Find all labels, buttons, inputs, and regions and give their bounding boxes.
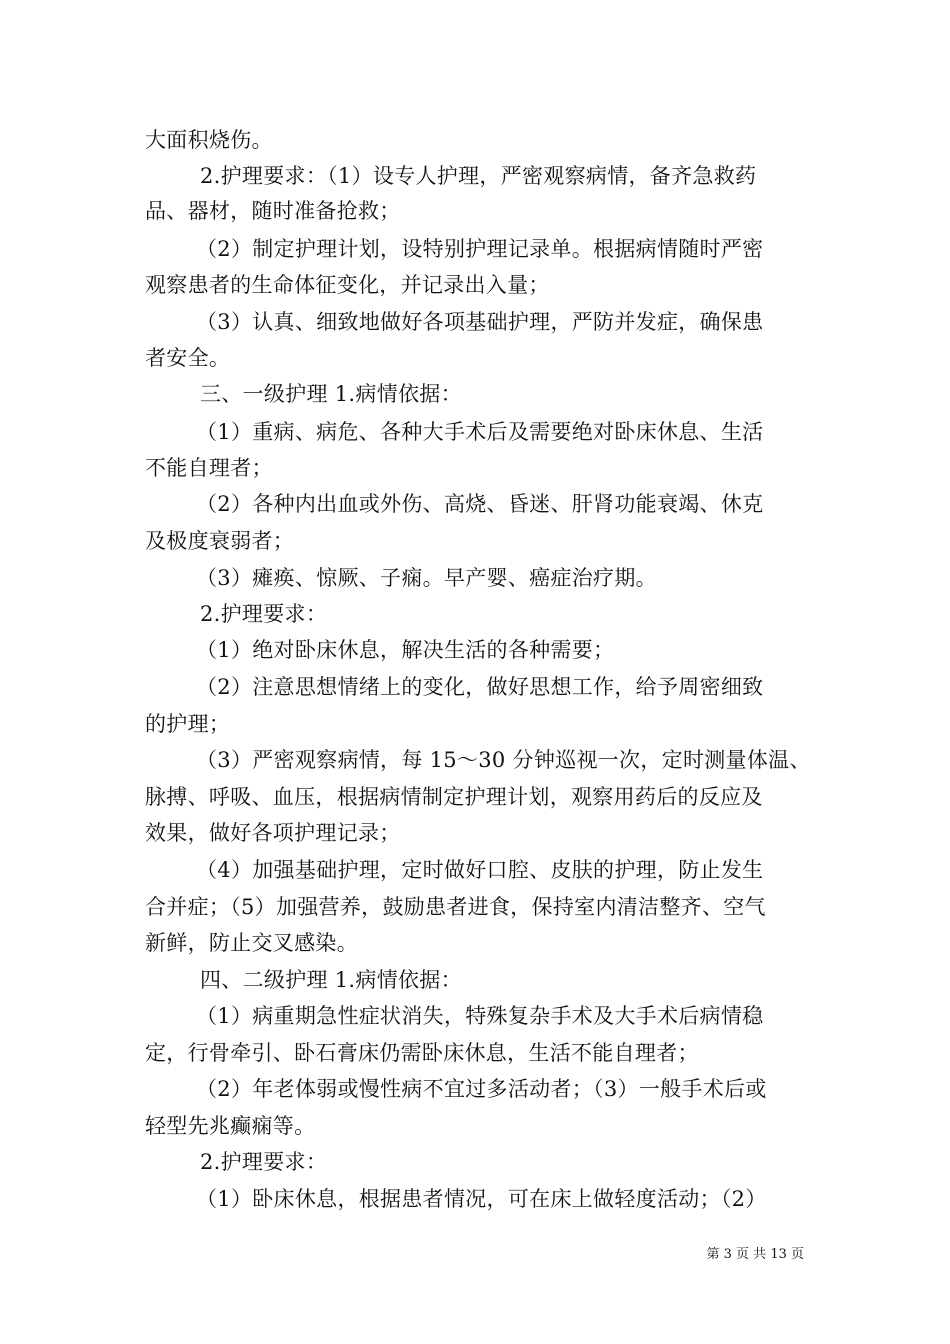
- text-line: （4）加强基础护理，定时做好口腔、皮肤的护理，防止发生: [196, 858, 764, 882]
- text-line: （1）病重期急性症状消失，特殊复杂手术及大手术后病情稳: [196, 1004, 764, 1028]
- text-line: 新鲜，防止交叉感染。: [145, 931, 358, 955]
- text-line: 2.护理要求：: [200, 1150, 328, 1174]
- text-line: （1）重病、病危、各种大手术后及需要绝对卧床休息、生活: [196, 420, 764, 444]
- text-line: 定，行骨牵引、卧石膏床仍需卧床休息，生活不能自理者；: [145, 1041, 699, 1065]
- page-number-footer: 第 3 页 共 13 页: [706, 1247, 804, 1262]
- text-line: 2.护理要求：: [200, 602, 328, 626]
- text-line: （2）制定护理计划，设特别护理记录单。根据病情随时严密: [196, 237, 764, 261]
- text-line: 不能自理者；: [145, 456, 273, 480]
- text-line: （1）绝对卧床休息，解决生活的各种需要；: [196, 638, 615, 662]
- text-line: （3）瘫痪、惊厥、子痫。早产婴、癌症治疗期。: [196, 566, 657, 590]
- text-line: 大面积烧伤。: [145, 128, 273, 152]
- text-line: 合并症；（5）加强营养，鼓励患者进食，保持室内清洁整齐、空气: [145, 895, 766, 919]
- text-line: 2.护理要求：（1）设专人护理，严密观察病情，备齐急救药: [200, 164, 757, 188]
- text-line: 者安全。: [145, 346, 231, 370]
- text-line: 观察患者的生命体征变化，并记录出入量；: [145, 273, 550, 297]
- text-line: （2）年老体弱或慢性病不宜过多活动者；（3）一般手术后或: [196, 1077, 767, 1101]
- text-line: 及极度衰弱者；: [145, 529, 295, 553]
- text-line: 效果，做好各项护理记录；: [145, 821, 401, 845]
- text-line: 三、一级护理 1.病情依据：: [200, 382, 462, 406]
- text-line: （3）严密观察病情，每 15～30 分钟巡视一次，定时测量体温、: [196, 748, 811, 772]
- text-line: （3）认真、细致地做好各项基础护理，严防并发症，确保患: [196, 310, 764, 334]
- text-line: （2）各种内出血或外伤、高烧、昏迷、肝肾功能衰竭、休克: [196, 492, 764, 516]
- text-line: （2）注意思想情绪上的变化，做好思想工作，给予周密细致: [196, 675, 764, 699]
- text-line: 的护理；: [145, 712, 231, 736]
- text-line: 轻型先兆癫痫等。: [145, 1114, 316, 1138]
- text-line: 脉搏、呼吸、血压，根据病情制定护理计划，观察用药后的反应及: [145, 785, 763, 809]
- text-line: 品、器材，随时准备抢救；: [145, 199, 401, 223]
- text-line: （1）卧床休息，根据患者情况，可在床上做轻度活动；（2）: [196, 1187, 767, 1211]
- text-line: 四、二级护理 1.病情依据：: [200, 968, 462, 992]
